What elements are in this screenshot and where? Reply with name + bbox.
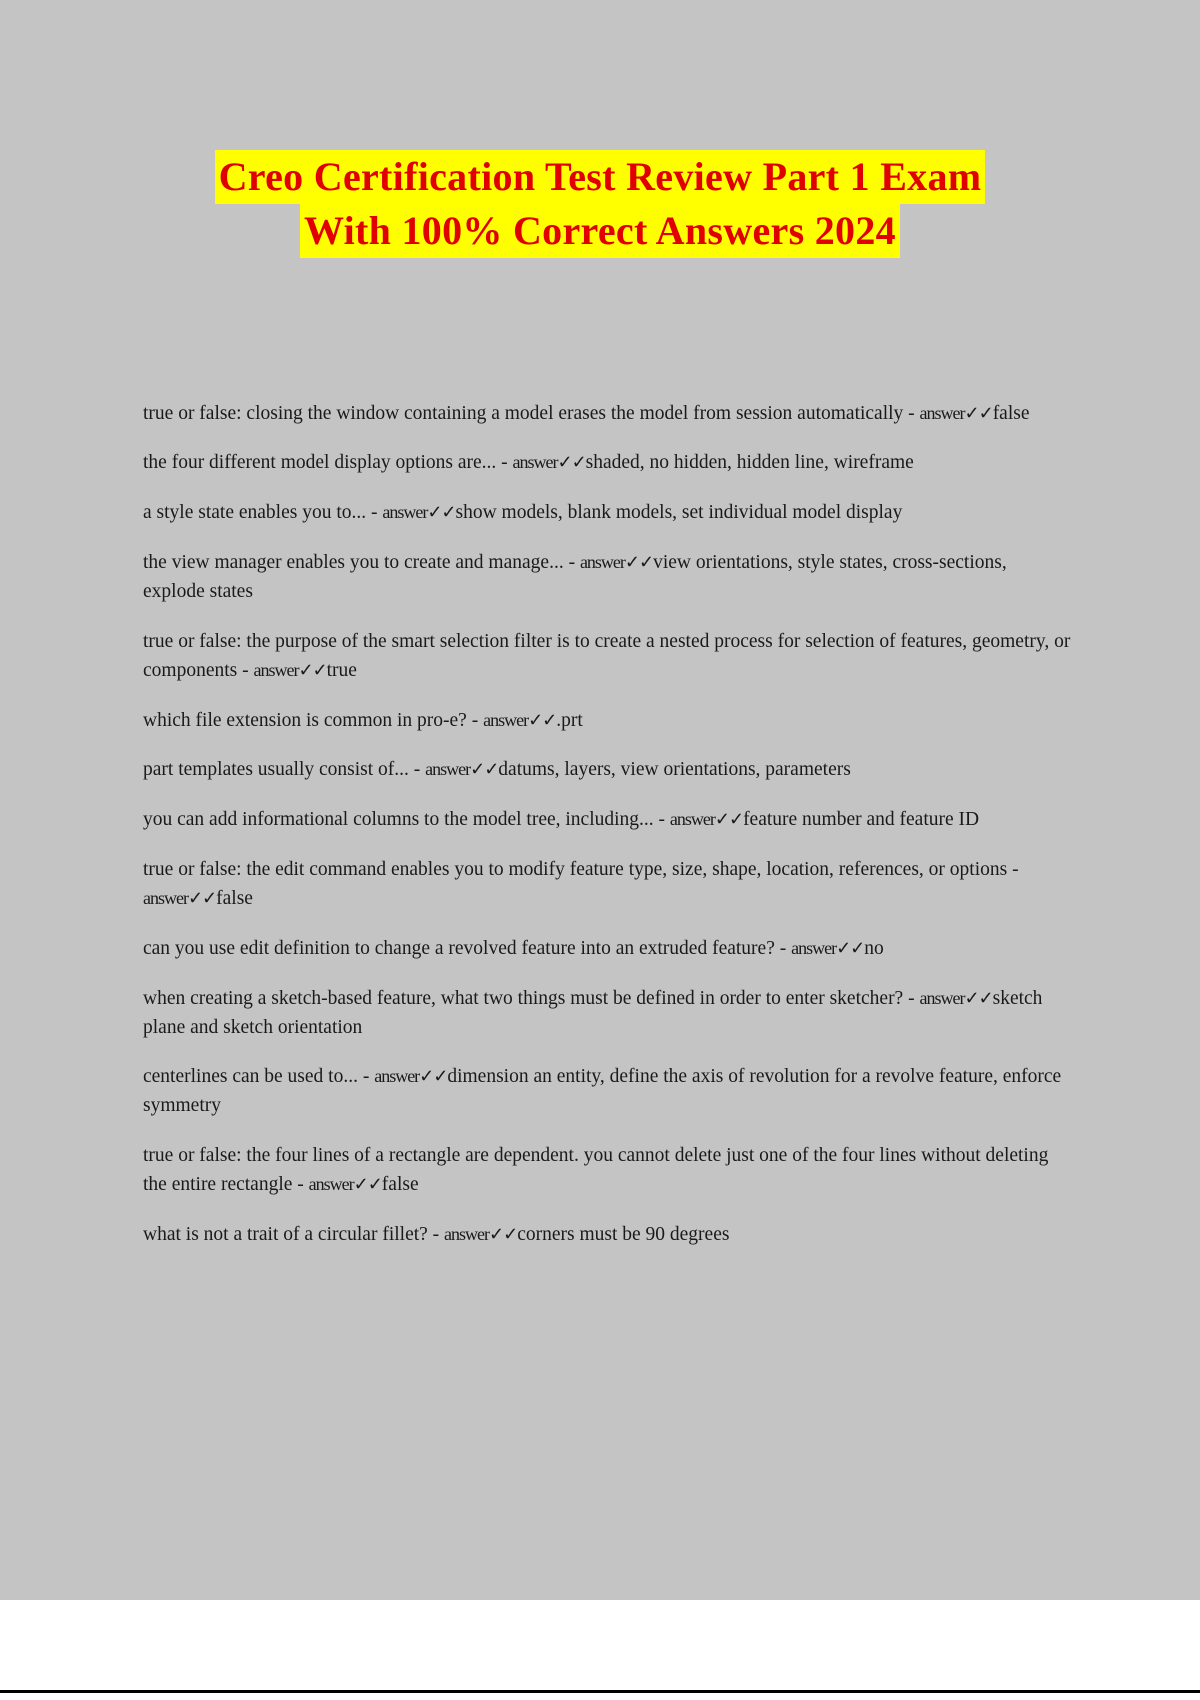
answer-text: no bbox=[864, 937, 884, 959]
answer-text: view orientations, style states, cross-sections, explode states bbox=[143, 552, 1007, 602]
question-text: you can add informational columns to the model tree, including... - bbox=[143, 809, 670, 831]
answer-text: dimension an entity, define the axis of revolution for a revolve feature, enforce symmetry bbox=[143, 1066, 1062, 1117]
question-text: when creating a sketch-based feature, what two things must be defined in order to enter sketcher? - bbox=[143, 987, 920, 1009]
check-marks-icon: answer✓✓ bbox=[512, 452, 586, 473]
question-text: part templates usually consist of... - bbox=[143, 759, 426, 781]
check-marks-icon: answer✓✓ bbox=[382, 502, 456, 523]
qa-item bbox=[143, 499, 1073, 528]
check-marks-icon: answer✓✓ bbox=[253, 659, 327, 680]
check-marks-icon: answer✓✓ bbox=[919, 987, 993, 1008]
check-marks-icon: answer✓✓ bbox=[579, 552, 654, 573]
title-line-1: Creo Certification Test Review Part 1 Exam bbox=[215, 150, 986, 204]
answer-text: corners must be 90 degrees bbox=[517, 1223, 730, 1245]
qa-item bbox=[143, 1142, 1073, 1200]
page-bottom-divider bbox=[0, 1690, 1200, 1693]
qa-item bbox=[143, 449, 1073, 478]
check-marks-icon: answer✓✓ bbox=[374, 1066, 448, 1087]
check-marks-icon: answer✓✓ bbox=[483, 709, 557, 730]
answer-text: true bbox=[326, 659, 357, 681]
question-text: the view manager enables you to create and manage... - bbox=[143, 552, 580, 574]
question-text: a style state enables you to... - bbox=[143, 502, 383, 524]
qa-item bbox=[143, 707, 1073, 736]
document-title bbox=[120, 150, 1080, 258]
question-text: what is not a trait of a circular fillet? - bbox=[143, 1223, 445, 1245]
answer-text: show models, blank models, set individual model display bbox=[455, 502, 903, 524]
qa-item bbox=[143, 1063, 1073, 1121]
answer-text: .prt bbox=[556, 709, 583, 731]
question-text: true or false: the purpose of the smart selection filter is to create a nested process for selection of features, geometry, or components - bbox=[143, 630, 1071, 681]
qa-item bbox=[143, 628, 1073, 686]
check-marks-icon: answer✓✓ bbox=[444, 1223, 518, 1244]
question-text: which file extension is common in pro-e? - bbox=[143, 709, 484, 731]
answer-text: shaded, no hidden, hidden line, wireframe bbox=[585, 452, 914, 474]
qa-item bbox=[143, 400, 1073, 429]
answer-text: datums, layers, view orientations, parameters bbox=[498, 759, 851, 781]
qa-item bbox=[143, 1221, 1073, 1250]
question-text: true or false: the edit command enables you to modify feature type, size, shape, location, references, or options - bbox=[143, 859, 1019, 881]
qa-item bbox=[143, 935, 1073, 964]
check-marks-icon: answer✓✓ bbox=[143, 887, 217, 908]
answer-text: feature number and feature ID bbox=[743, 809, 980, 831]
check-marks-icon: answer✓✓ bbox=[791, 937, 865, 958]
qa-item bbox=[143, 806, 1073, 835]
answer-text: false bbox=[381, 1173, 419, 1195]
answer-text: false bbox=[992, 402, 1030, 424]
qa-list bbox=[143, 380, 1073, 1250]
title-line-2: With 100% Correct Answers 2024 bbox=[300, 204, 900, 258]
question-text: true or false: the four lines of a rectangle are dependent. you cannot delete just one of the four lines without deleting the entire rectangle - bbox=[143, 1145, 1049, 1195]
question-text: true or false: closing the window containing a model erases the model from session automatically - bbox=[143, 402, 920, 424]
qa-item bbox=[143, 856, 1073, 914]
qa-item bbox=[143, 756, 1073, 785]
qa-item bbox=[143, 985, 1073, 1043]
check-marks-icon: answer✓✓ bbox=[669, 809, 744, 830]
check-marks-icon: answer✓✓ bbox=[425, 759, 499, 780]
qa-item bbox=[143, 549, 1073, 607]
answer-text: sketch plane and sketch orientation bbox=[143, 987, 1043, 1038]
page-bottom-whitespace bbox=[0, 1600, 1200, 1700]
check-marks-icon: answer✓✓ bbox=[919, 402, 993, 423]
question-text: can you use edit definition to change a revolved feature into an extruded feature? - bbox=[143, 937, 792, 959]
check-marks-icon: answer✓✓ bbox=[308, 1173, 382, 1194]
answer-text: false bbox=[216, 887, 253, 909]
question-text: centerlines can be used to... - bbox=[143, 1066, 375, 1088]
question-text: the four different model display options are... - bbox=[143, 452, 513, 474]
